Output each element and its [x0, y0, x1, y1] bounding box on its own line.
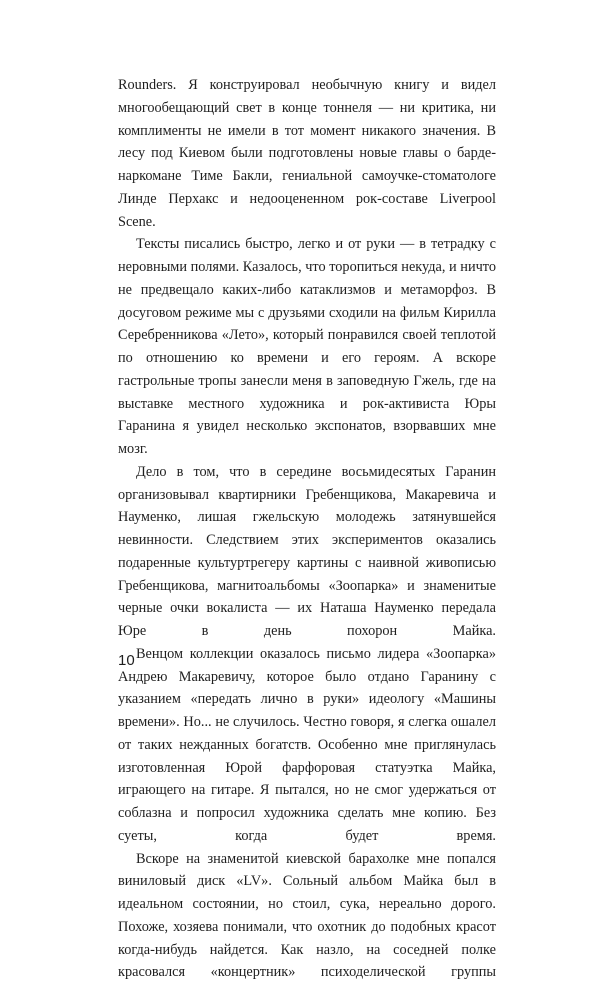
- paragraph-2: Тексты писались быстро, легко и от руки — в тетрадку с неровными полями. Казалось, что торопиться некуда, и ничто не предвещало каких-либо катаклизмов и метаморфоз. В досуговом режиме мы с друзьями сходили на фильм Кирилла Серебренникова «Лето», который понравился своей теплотой по отношению ко времени и его героям. А вскоре гастрольные тропы занесли меня в заповедную Гжель, где на выставке местного художника и рок-активиста Юры Гаранина я увидел несколько экспонатов, взорвавших мне мозг.: [118, 233, 496, 461]
- paragraph-1: Rounders. Я конструировал необычную книгу и видел многообещающий свет в конце тоннеля — ни критика, ни комплименты не имели в тот момент никакого значения. В лесу под Киевом были подготовлены новые главы о барде-наркомане Тиме Бакли, гениальной самоучке-стоматологе Линде Перхакс и недооцененном рок-составе Liverpool Scene.: [118, 74, 496, 233]
- body-text: [118, 74, 496, 984]
- paragraph-3: Дело в том, что в середине восьмидесятых Гаранин организовывал квартирники Гребенщикова, Макаревича и Науменко, лишая гжельскую молодежь затянувшейся невинности. Следствием этих экспериментов оказались подаренные культуртрегеру картины с наивной живописью Гребенщикова, магнитоальбомы «Зоопарка» и знаменитые черные очки вокалиста — их Наташа Науменко передала Юре в день похорон Майка.: [118, 461, 496, 643]
- page-number: 10: [118, 652, 135, 670]
- paragraph-5: Вскоре на знаменитой киевской барахолке мне попался виниловый диск «LV». Сольный альбом Майка был в идеальном состоянии, но стоил, сука, нереально дорого. Похоже, хозяева понимали, что охотник до подобных красот когда-нибудь найдется. Как назло, на соседней полке красовался «концертник» психоделической группы: [118, 848, 496, 984]
- paragraph-4: Венцом коллекции оказалось письмо лидера «Зоопарка» Андрею Макаревичу, которое было отдано Гаранину с указанием «передать лично в руки» идеологу «Машины времени». Но... не случилось. Честно говоря, я слегка ошалел от таких нежданных богатств. Особенно мне приглянулась изготовленная Юрой фарфоровая статуэтка Майка, играющего на гитаре. Я пытался, но не смог удержаться от соблазна и попросил художника сделать мне копию. Без суеты, когда будет время.: [118, 643, 496, 848]
